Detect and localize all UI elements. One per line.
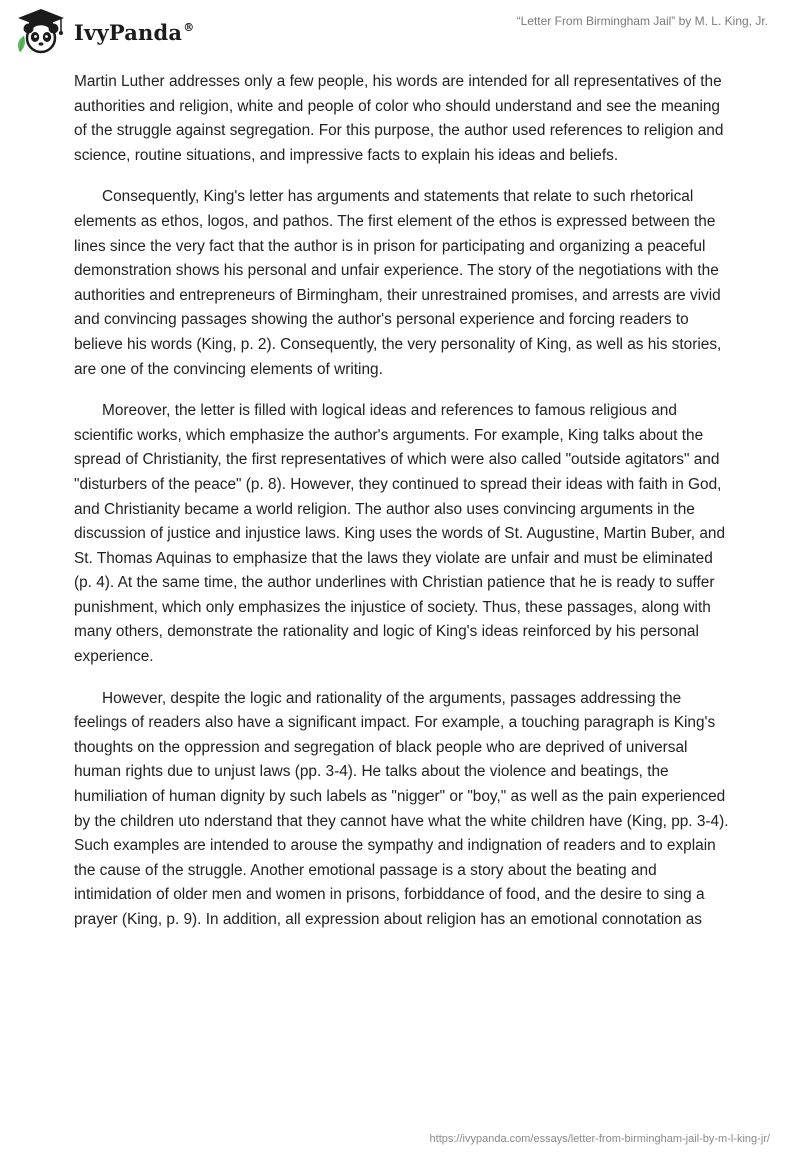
brand-name: IvyPanda® bbox=[74, 19, 195, 45]
paragraph-1: Martin Luther addresses only a few people, his words are intended for all representatives of the authorities and religion, white and people of color who should understand and see the meaning of the struggle against segregation. For this purpose, the author used references to religion and science, routine situations, and impressive facts to explain his ideas and beliefs. bbox=[74, 73, 724, 164]
paragraph-2: Consequently, King's letter has arguments and statements that relate to such rhetorical elements as ethos, logos, and pathos. The first element of the ethos is expressed between the lines since the very fact that the author is in prison for participating and organizing a peaceful demonstration shows his personal and unfair experience. The story of the negotiations with the authorities and entrepreneurs of Birmingham, their unrestrained promises, and arrests are vivid and convincing passages showing the author's personal experience and forcing readers to believe his words (King, p. 2). Consequently, the very personality of King, as well as his stories, are one of the convincing elements of writing. bbox=[74, 188, 722, 378]
source-url[interactable]: https://ivypanda.com/essays/letter-from-birmingham-jail-by-m-l-king-jr/ bbox=[429, 1133, 770, 1145]
page-header bbox=[0, 0, 800, 60]
paragraph-3: Moreover, the letter is filled with logical ideas and references to famous religious and scientific works, which emphasize the author's arguments. For example, King talks about the spread of Christianity, the first representatives of which were also called "outside agitators" and "disturbers of the peace" (p. 8). However, they continued to spread their ideas with faith in God, and Christianity became a world religion. The author also uses convincing arguments in the discussion of justice and injustice laws. King uses the words of St. Augustine, Martin Buber, and St. Thomas Aquinas to emphasize that the laws they violate are unfair and must be eliminated (p. 4). At the same time, the author underlines with Christian patience that he is ready to suffer punishment, which only emphasizes the injustice of society. Thus, these passages, along with many others, demonstrate the rationality and logic of King's ideas reinforced by his personal experience. bbox=[74, 402, 726, 666]
essay-body bbox=[74, 70, 729, 950]
paragraph-4: However, despite the logic and rationality of the arguments, passages addressing the feelings of readers also have a significant impact. For example, a touching paragraph is King's thoughts on the oppression and segregation of black people who are deprived of universal human rights due to unjust laws (pp. 3-4). He talks about the violence and beatings, the humiliation of human dignity by such labels as "nigger" or "boy," as well as the pain experienced by the children uto nderstand that they cannot have what the white children have (King, pp. 3-4). Such examples are intended to arouse the sympathy and indignation of readers and to explain the cause of the struggle. Another emotional passage is a story about the beating and intimidation of older men and women in prisons, forbiddance of food, and the desire to sing a prayer (King, p. 9). In addition, all expression about religion has an emotional connotation as bbox=[74, 689, 729, 928]
document-title: “Letter From Birmingham Jail” by M. L. King, Jr. bbox=[516, 14, 768, 28]
registered-mark: ® bbox=[183, 20, 195, 34]
panda-graduate-icon bbox=[14, 8, 68, 54]
ivypanda-logo[interactable] bbox=[14, 8, 194, 54]
